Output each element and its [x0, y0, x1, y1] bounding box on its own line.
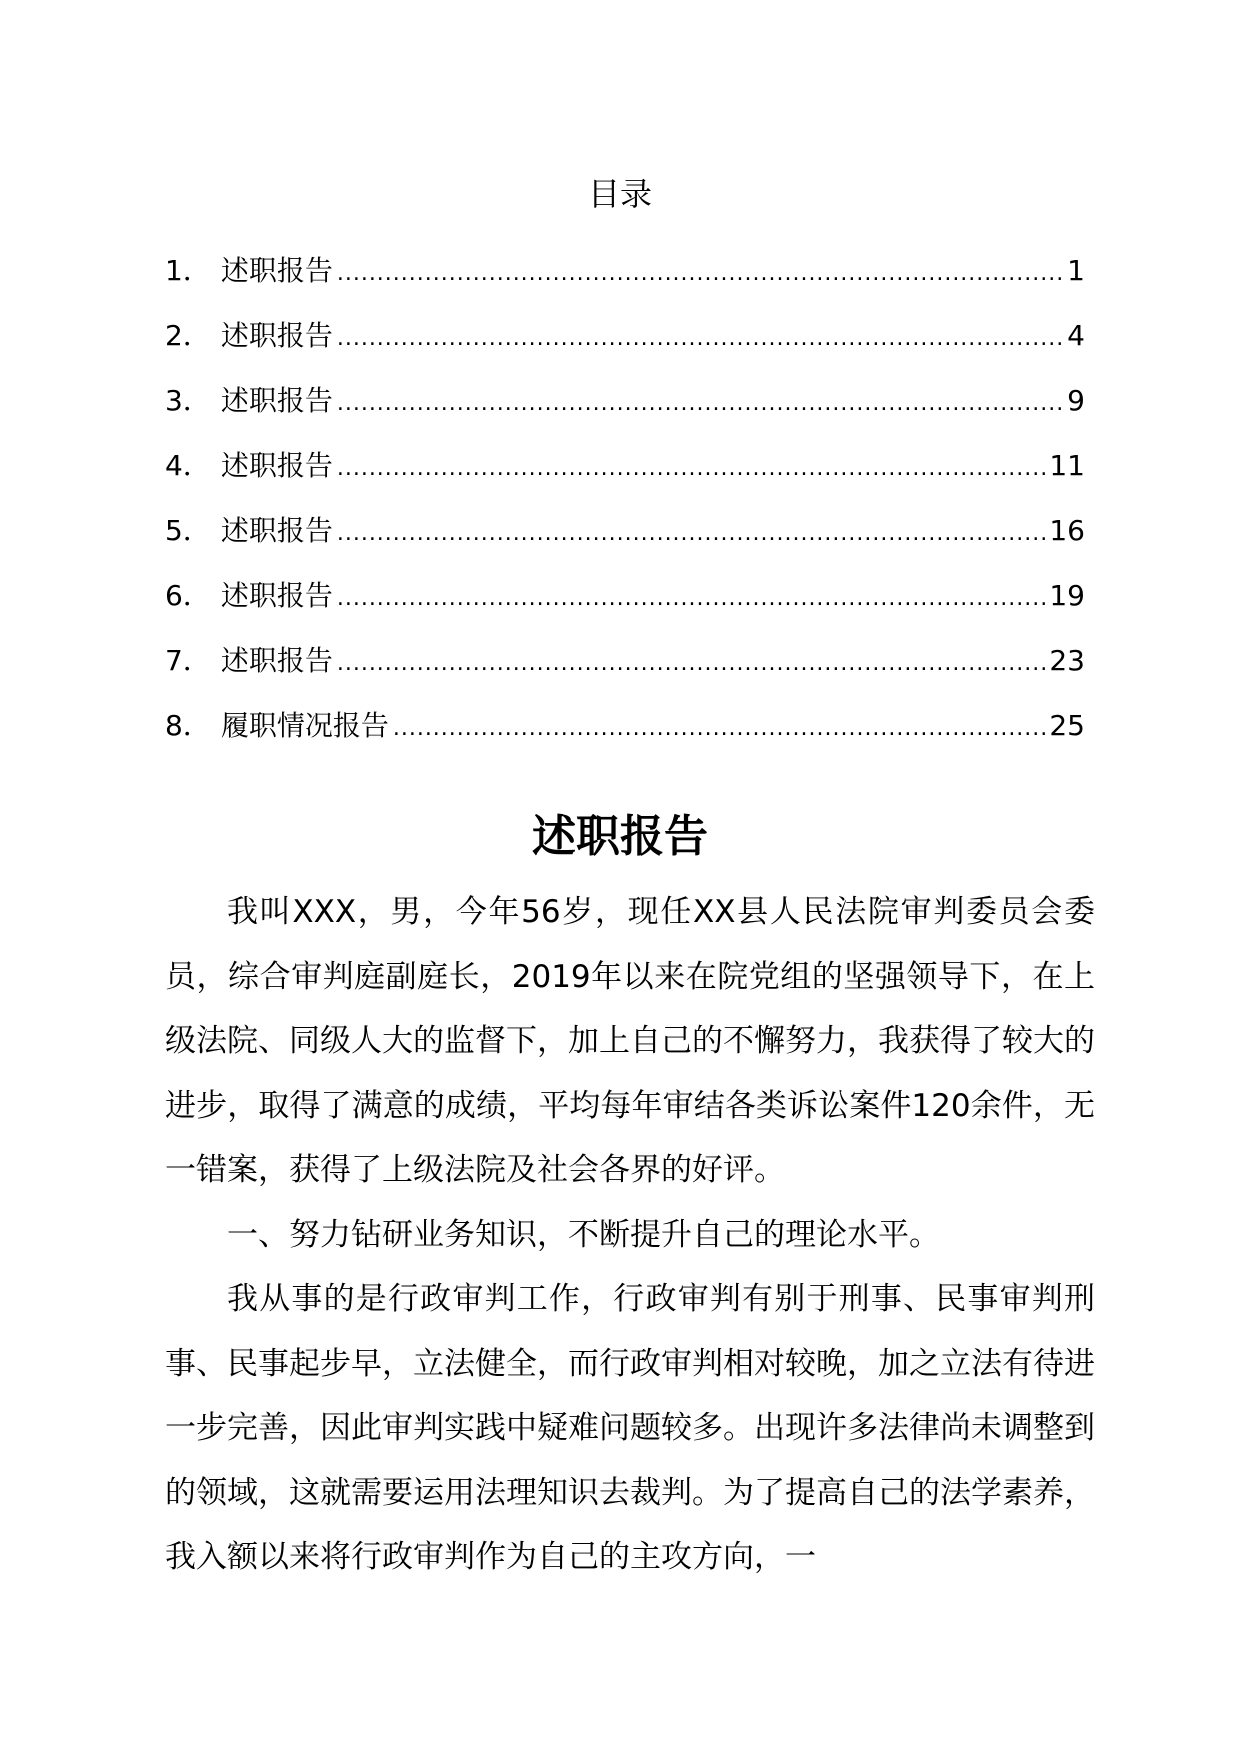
toc-entry-number: 4．	[165, 449, 211, 482]
toc-entry-label: 述职报告	[220, 254, 333, 287]
toc-entry[interactable]	[165, 368, 1085, 433]
toc-leader-dots	[337, 241, 1063, 306]
toc-entry-label: 述职报告	[220, 644, 333, 677]
toc-entry-number: 7．	[165, 644, 211, 677]
toc-entry-label: 述职报告	[220, 449, 333, 482]
toc-entry-page: 11	[1049, 449, 1085, 482]
toc-entry[interactable]	[165, 303, 1085, 368]
toc-entry-number: 3．	[165, 384, 211, 417]
section-heading: 一、努力钻研业务知识，不断提升自己的理论水平。	[227, 1216, 940, 1253]
document-title: 述职报告	[532, 811, 708, 863]
toc-entry-page: 23	[1049, 644, 1085, 677]
toc-entry-label: 履职情况报告	[220, 709, 389, 742]
toc-entry-number: 5．	[165, 514, 211, 547]
toc-entry[interactable]	[165, 628, 1085, 693]
toc-entry-page: 9	[1067, 384, 1085, 417]
toc-entry[interactable]	[165, 498, 1085, 563]
toc-entry[interactable]	[165, 563, 1085, 628]
document-body	[165, 880, 1095, 1590]
toc-entry-page: 4	[1067, 319, 1085, 352]
toc-entry-page: 19	[1049, 579, 1085, 612]
toc-entry-label: 述职报告	[220, 579, 333, 612]
toc-entry-number: 6．	[165, 579, 211, 612]
toc-entry-label: 述职报告	[220, 514, 333, 547]
toc-leader-dots	[337, 371, 1063, 436]
toc-entry[interactable]	[165, 693, 1085, 758]
toc-entry-number: 8．	[165, 709, 211, 742]
toc-entry-label: 述职报告	[220, 319, 333, 352]
toc-entry[interactable]	[165, 433, 1085, 498]
toc-entry-label: 述职报告	[220, 384, 333, 417]
toc-leader-dots	[337, 566, 1046, 631]
toc-leader-dots	[337, 501, 1046, 566]
toc-leader-dots	[337, 631, 1046, 696]
toc-entry[interactable]	[165, 238, 1085, 303]
toc-entry-page: 1	[1067, 254, 1085, 287]
toc-leader-dots	[337, 436, 1046, 501]
toc-leader-dots	[393, 696, 1046, 761]
toc-title: 目录	[587, 175, 652, 213]
toc-entry-page: 25	[1049, 709, 1085, 742]
toc-leader-dots	[337, 306, 1063, 371]
toc-entry-number: 1．	[165, 254, 211, 287]
section-paragraph: 我从事的是行政审判工作，行政审判有别于刑事、民事审判刑事、民事起步早，立法健全，而行政审判相对较晚，加之立法有待进一步完善，因此审判实践中疑难问题较多。出现许多法律尚未调整到的领域，这就需要运用法理知识去裁判。为了提高自己的法学素养，我入额以来将行政审判作为自己的主攻方向，一	[165, 1281, 1095, 1575]
intro-paragraph: 我叫XXX，男，今年56岁，现任XX县人民法院审判委员会委员，综合审判庭副庭长，2019年以来在院党组的坚强领导下，在上级法院、同级人大的监督下，加上自己的不懈努力，我获得了较大的进步，取得了满意的成绩，平均每年审结各类诉讼案件120余件，无一错案，获得了上级法院及社会各界的好评。	[165, 894, 1095, 1188]
toc-entry-number: 2．	[165, 319, 211, 352]
table-of-contents	[165, 238, 1085, 758]
toc-entry-page: 16	[1049, 514, 1085, 547]
